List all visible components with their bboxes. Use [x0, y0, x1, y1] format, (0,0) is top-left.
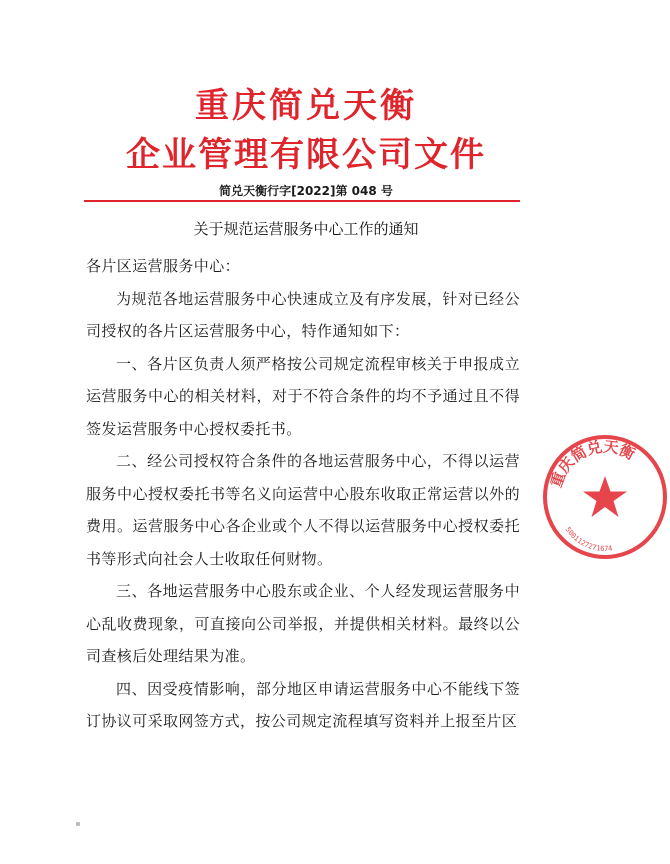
red-divider — [84, 200, 520, 202]
svg-text:重庆简兑天衡 — [547, 438, 638, 490]
seal-text: 重庆简兑天衡 — [547, 437, 638, 490]
notice-title: 关于规范运营服务中心工作的通知 — [193, 220, 419, 238]
paragraph-item-4: 四、因受疫情影响，部分地区申请运营服务中心不能线下签订协议可采取网签方式，按公司规定流程填写资料并上报至片区 — [86, 679, 520, 730]
company-seal-stamp — [540, 432, 670, 562]
seal-star-icon — [583, 476, 627, 517]
notice-body — [86, 250, 520, 738]
org-name-line2: 企业管理有限公司文件 — [126, 135, 486, 175]
paragraph-item-2: 二、经公司授权符合条件的各地运营服务中心，不得以运营服务中心授权委托书等名义向运营中心股东收取正常运营以外的费用。运营服务中心各企业或个人不得以运营服务中心授权委托书等形式向社会人士收取任何财物。 — [86, 452, 520, 568]
scan-artifact — [76, 822, 80, 826]
salutation: 各片区运营服务中心： — [86, 257, 241, 275]
paragraph-item-3: 三、各地运营服务中心股东或企业、个人经发现运营服务中心乱收费现象，可直接向公司举报，并提供相关材料。最终以公司查核后处理结果为准。 — [86, 582, 520, 665]
paragraph-intro: 为规范各地运营服务中心快速成立及有序发展，针对已经公司授权的各片区运营服务中心，特作通知如下： — [86, 289, 520, 340]
org-name-line1: 重庆简兑天衡 — [195, 86, 417, 126]
svg-text:5001127271674 — [564, 526, 613, 553]
paragraph-item-1: 一、各片区负责人须严格按公司规定流程审核关于申报成立运营服务中心的相关材料，对于不符合条件的均不予通过且不得签发运营服务中心授权委托书。 — [86, 354, 520, 438]
seal-code: 5001127271674 — [563, 525, 613, 554]
document-number: 简兑天衡行字[2022]第 048 号 — [219, 184, 393, 198]
